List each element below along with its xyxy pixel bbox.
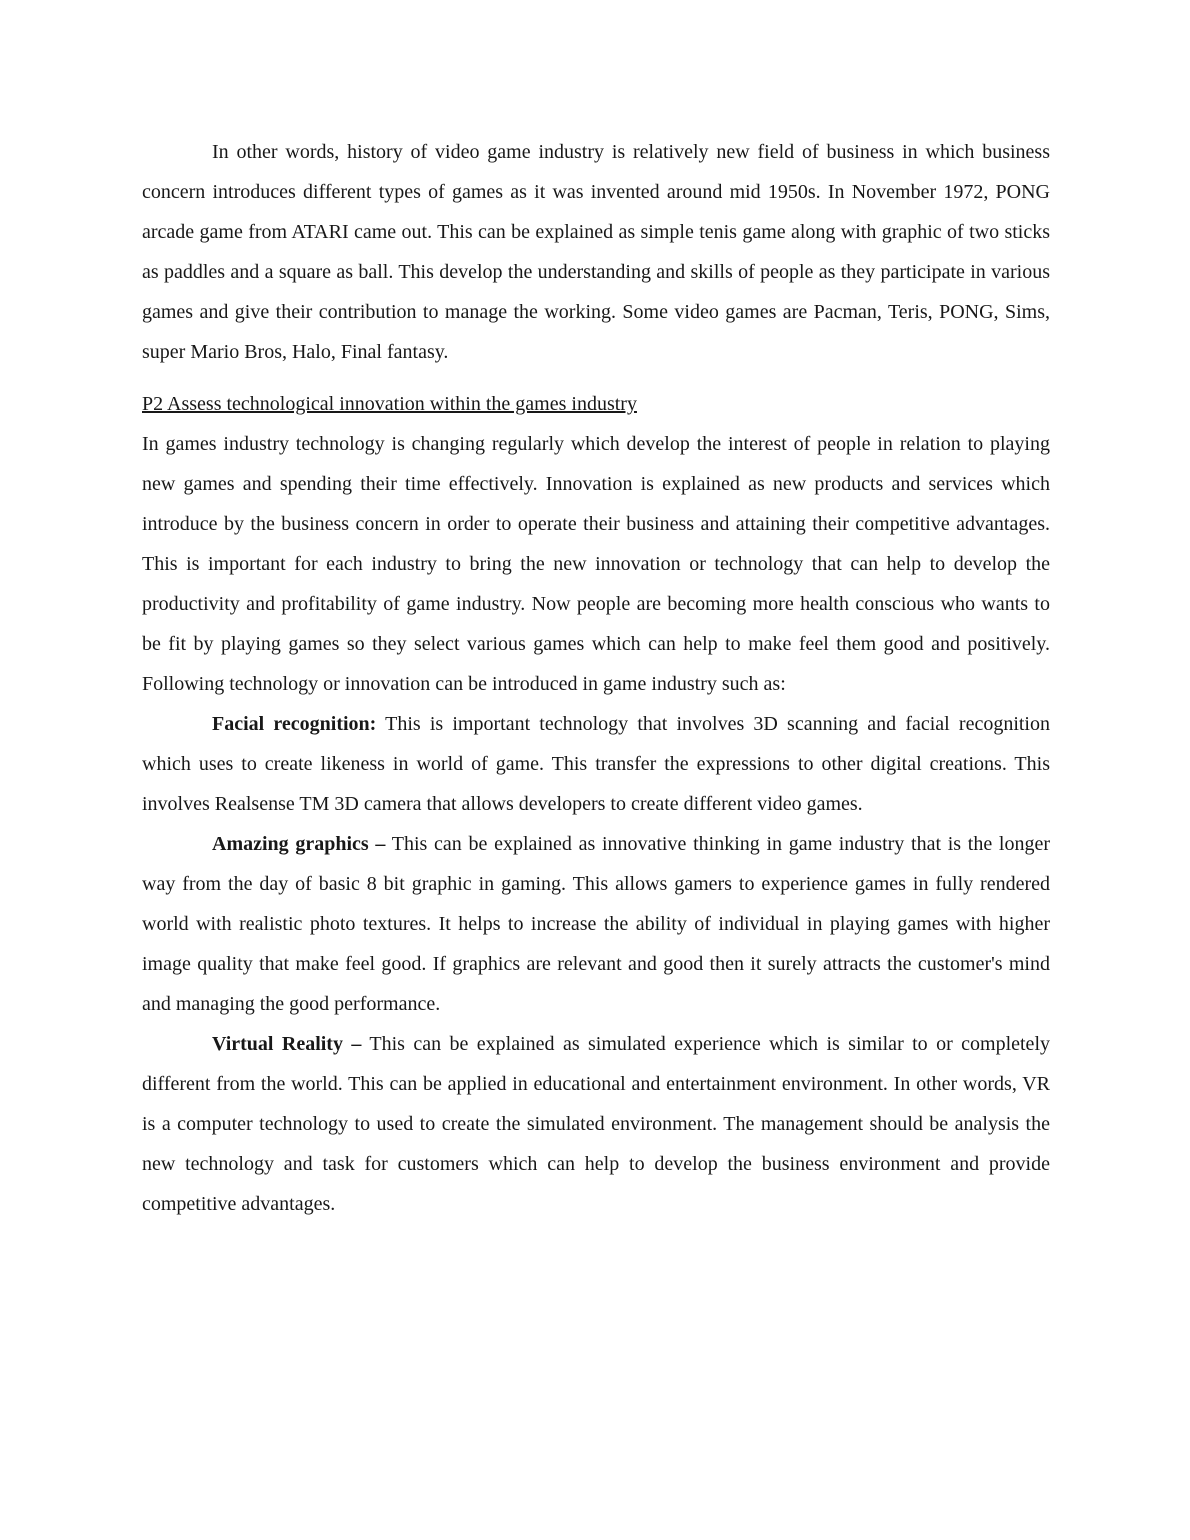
paragraph-virtual-reality <box>142 1024 1050 1224</box>
amazing-graphics-text: This can be explained as innovative thinking in game industry that is the longer way from the day of basic 8 bit graphic in gaming. This allows gamers to experience games in fully rendered world with realistic photo textures. It helps to increase the ability of individual in playing games with higher image quality that make feel good. If graphics are relevant and good then it surely attracts the customer's mind and managing the good performance. <box>142 833 1051 1015</box>
facial-recognition-text: This is important technology that involves 3D scanning and facial recognition which uses to create likeness in world of game. This transfer the expressions to other digital creations. This involves Realsense TM 3D camera that allows developers to create different video games. <box>142 713 1050 815</box>
facial-recognition-lead: Facial recognition: <box>212 713 377 735</box>
paragraph-facial-recognition <box>142 704 1050 824</box>
paragraph-amazing-graphics <box>142 824 1050 1024</box>
virtual-reality-text: This can be explained as simulated experience which is similar to or completely different from the world. This can be applied in educational and entertainment environment. In other words, VR is a computer technology to used to create the simulated environment. The management should be analysis the new technology and task for customers which can help to develop the business environment and provide competitive advantages. <box>142 1033 1050 1215</box>
virtual-reality-lead: Virtual Reality – <box>212 1033 362 1055</box>
heading-p2 <box>142 384 1050 424</box>
amazing-graphics-lead: Amazing graphics – <box>212 833 386 855</box>
heading-p2-text: P2 Assess technological innovation within the games industry <box>142 393 637 415</box>
paragraph-innovation: In games industry technology is changing regularly which develop the interest of people in relation to playing new games and spending their time effectively. Innovation is explained as new products and services which introduce by the business concern in order to operate their business and attaining their competitive advantages. This is important for each industry to bring the new innovation or technology that can help to develop the productivity and profitability of game industry. Now people are becoming more health conscious who wants to be fit by playing games so they select various games which can help to make feel them good and positively. Following technology or innovation can be introduced in game industry such as: <box>142 433 1050 695</box>
paragraph-intro: In other words, history of video game industry is relatively new field of business in which business concern introduces different types of games as it was invented around mid 1950s. In November 1972, PONG arcade game from ATARI came out. This can be explained as simple tenis game along with graphic of two sticks as paddles and a square as ball. This develop the understanding and skills of people as they participate in various games and give their contribution to manage the working. Some video games are Pacman, Teris, PONG, Sims, super Mario Bros, Halo, Final fantasy. <box>142 141 1050 363</box>
